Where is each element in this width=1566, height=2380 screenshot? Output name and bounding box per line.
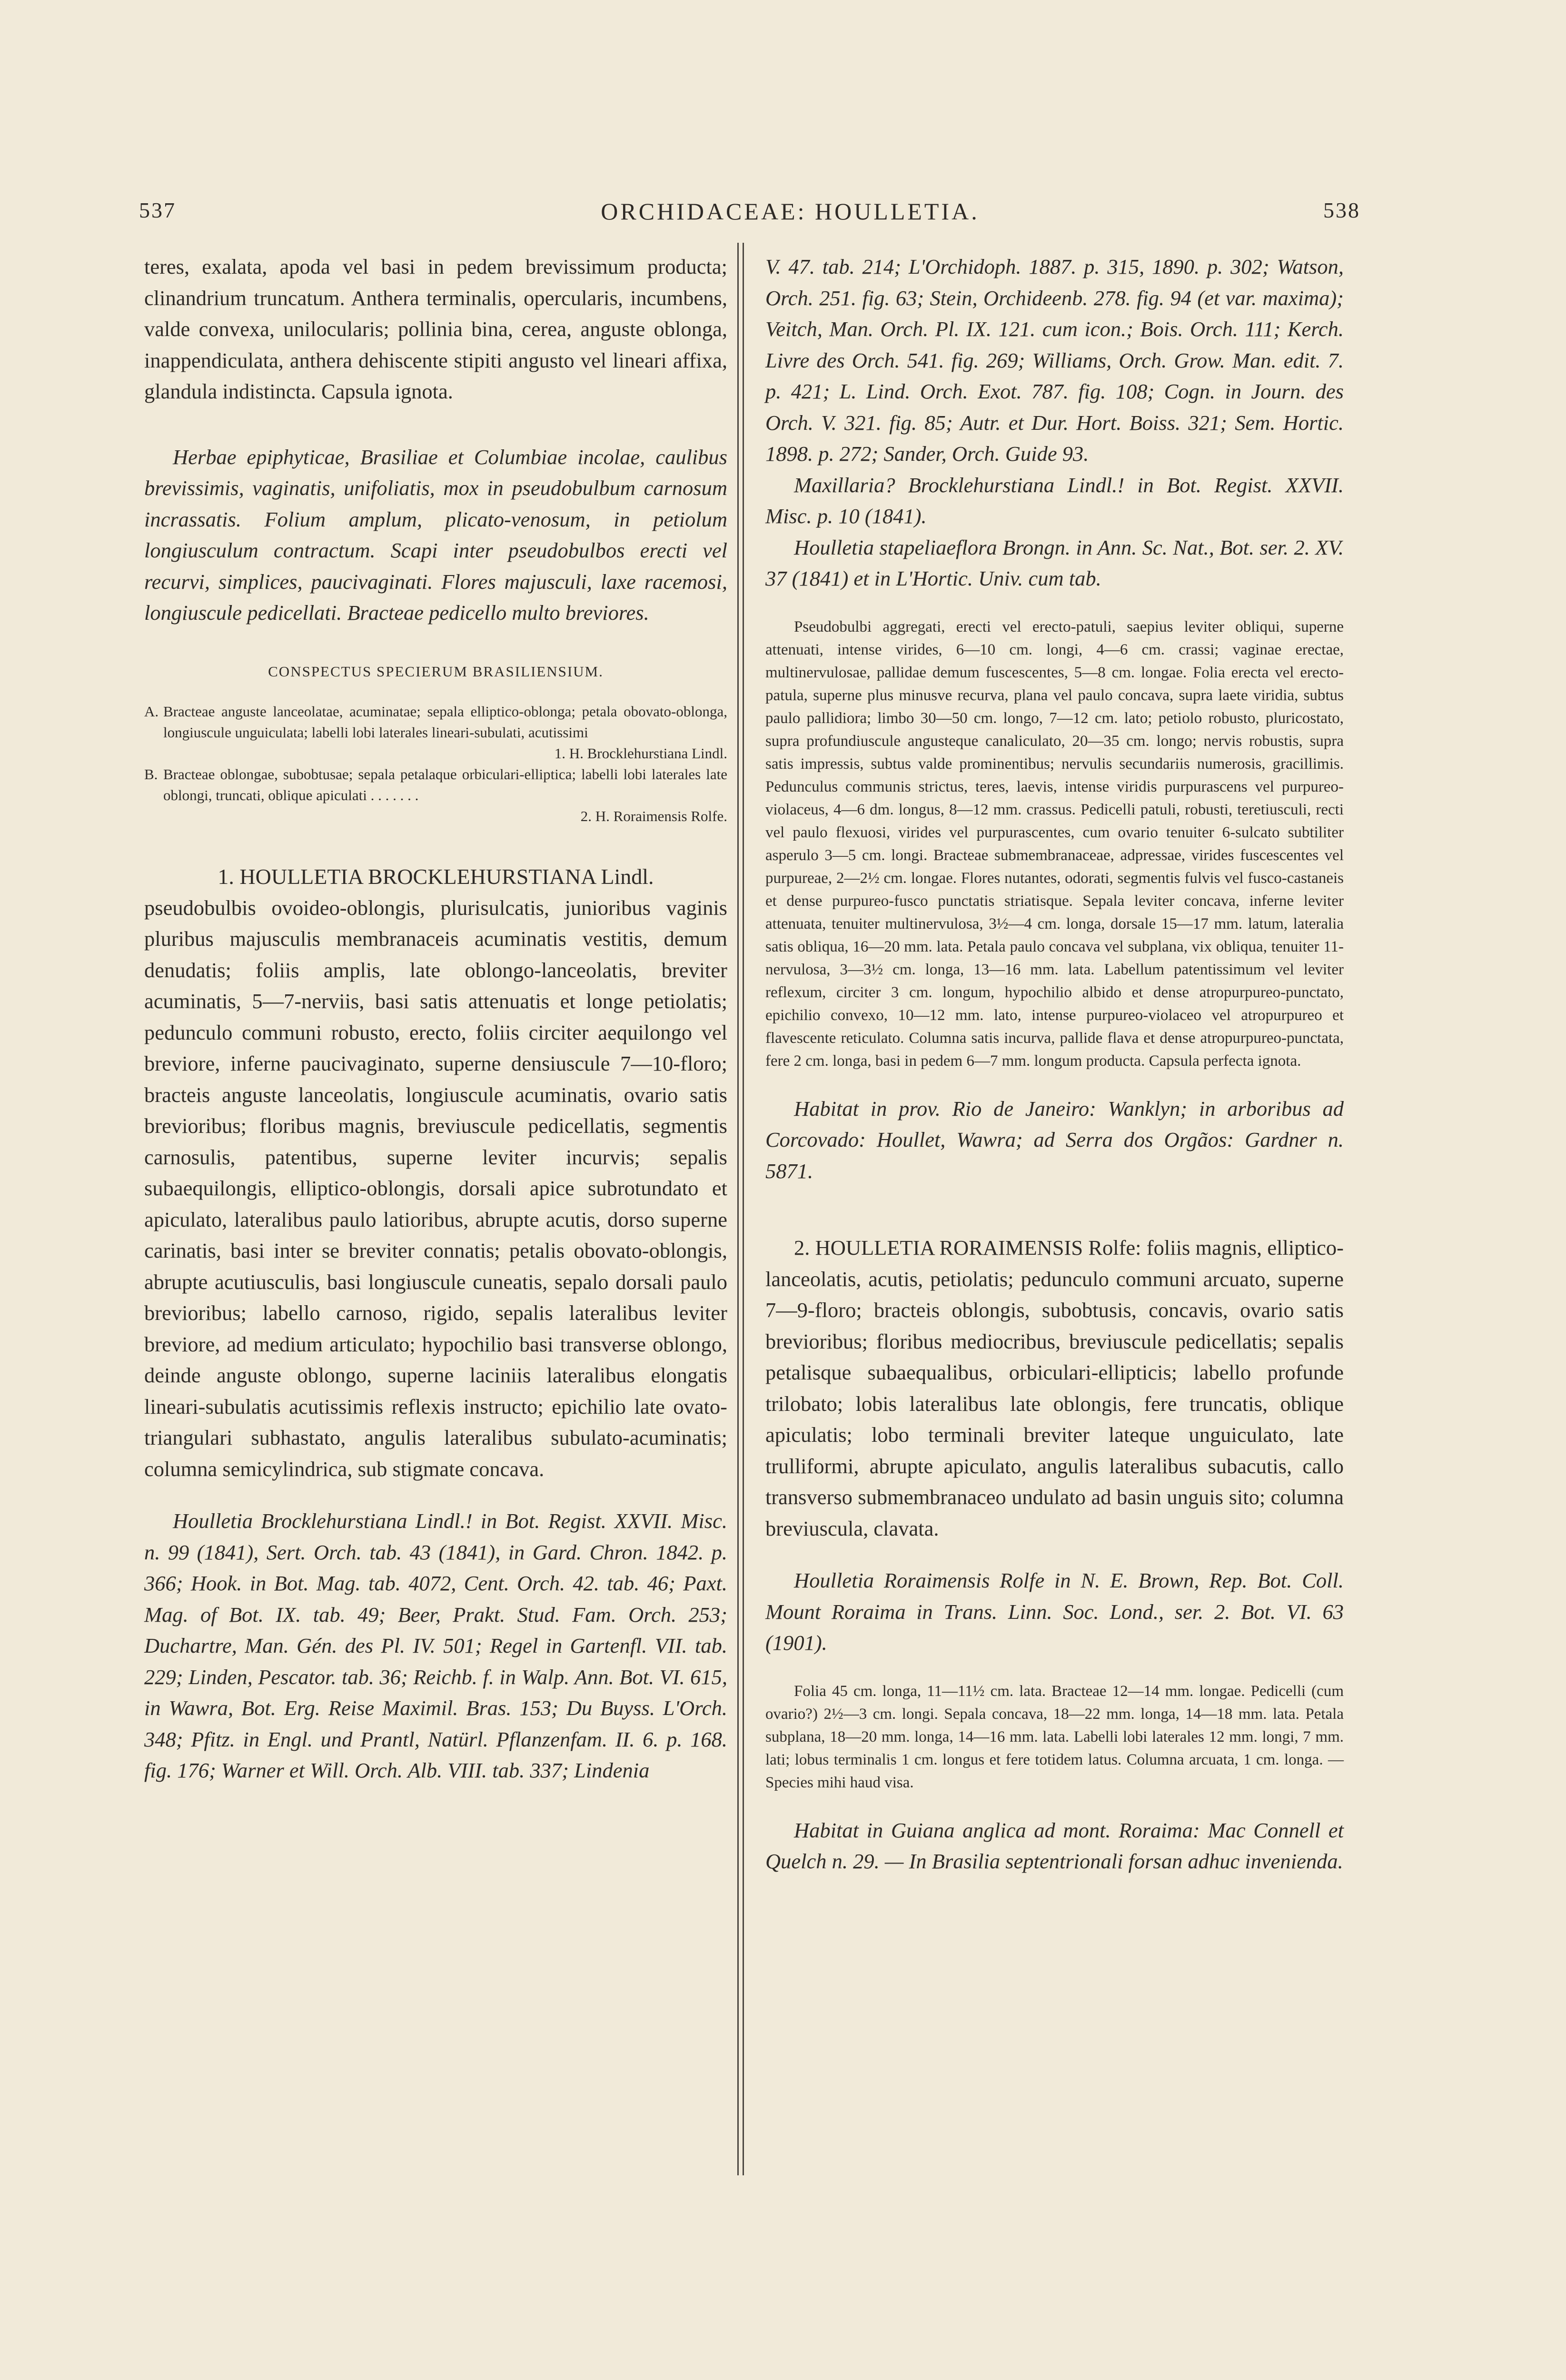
left-column [144, 251, 727, 1786]
column-divider [737, 243, 744, 2175]
species-2-entry [765, 1232, 1344, 1544]
conspectus-title: CONSPECTUS SPECIERUM BRASILIENSIUM. [268, 663, 604, 680]
species-1-references: Houlletia Brocklehurstiana Lindl.! in Bot. Regist. XXVII. Misc. n. 99 (1841), Sert. Orch. tab. 43 (1841), in Gard. Chron. 1842. p. 366; Hook. in Bot. Mag. tab. 4072, Cent. Orch. 42. tab. 46; Paxt. Mag. of Bot. IX. tab. 49; Beer, Prakt. Stud. Fam. Orch. 253; Duchartre, Man. Gén. des Pl. IV. 501; Regel in Gartenfl. VII. tab. 229; Linden, Pescator. tab. 36; Reichb. f. in Walp. Ann. Bot. VI. 615, in Wawra, Bot. Erg. Reise Maximil. Bras. 153; Du Buyss. L'Orch. 348; Pfitz. in Engl. und Prantl, Natürl. Pflanzenfam. II. 6. p. 168. fig. 176; Warner et Will. Orch. Alb. VIII. tab. 337; Lindenia [144, 1509, 727, 1782]
right-column [765, 251, 1344, 1877]
species-2-references: Houlletia Roraimensis Rolfe in N. E. Brown, Rep. Bot. Coll. Mount Roraima in Trans. Linn. Soc. Lond., ser. 2. Bot. VI. 63 (1901). [765, 1568, 1344, 1655]
running-title: ORCHIDACEAE: HOULLETIA. [601, 198, 980, 225]
key-text: Bracteae oblongae, subobtusae; sepala petalaque orbiculari-elliptica; labelli lobi laterales late oblongi, truncati, oblique apiculati . . . . . . . [163, 765, 727, 803]
genus-habit-paragraph: Herbae epiphyticae, Brasiliae et Columbiae incolae, caulibus brevissimis, vaginatis, unifoliatis, mox in pseudobulbum carnosum incrassatis. Folium amplum, plicato-venosum, in petiolum longiusculum contractum. Scapi inter pseudobulbos erecti vel recurvi, simplices, paucivaginati. Flores majusculi, laxe racemosi, longiuscule pedicellati. Bracteae pedicello multo breviores. [144, 445, 727, 625]
synonym-1: Maxillaria? Brocklehurstiana Lindl.! in Bot. Regist. XXVII. Misc. p. 10 (1841). [765, 473, 1344, 528]
species-1-description: pseudobulbis ovoideo-oblongis, plurisulcatis, junioribus vaginis pluribus majusculis membranaceis acuminatis vestitis, demum denudatis; foliis amplis, late oblongo-lanceolatis, breviter acuminatis, 5—7-nerviis, basi satis attenuatis et longe petiolatis; pedunculo communi robusto, erecto, foliis circiter aequilongo vel breviore, inferne paucivaginato, superne densiuscule 7—10-floro; bracteis anguste lanceolatis, longiuscule acuminatis, ovario satis brevioribus; floribus magnis, breviuscule pedicellatis, segmentis carnosulis, patentibus, superne leviter incurvis; sepalis subaequilongis, elliptico-oblongis, dorsali apice subrotundato et apiculato, lateralibus paulo latioribus, abrupte acutis, dorso superne carinatis, basi inter se breviter connatis; petalis obovato-oblongis, abrupte acutiusculis, basi longiuscule cuneatis, sepalo dorsali paulo brevioribus; labello carnoso, rigido, sepalis lateralibus leviter breviore, ad medium articulato; hypochilio basi transverse oblongo, deinde anguste oblongo, superne laciniis lateralibus elongatis lineari-subulatis acutissimis reflexis instructo; epichilio late ovato-triangulari subhastato, angulis lateralibus subulato-acuminatis; columna semicylindrica, sub stigmate concava. [144, 895, 727, 1481]
species-1-habitat: Habitat in prov. Rio de Janeiro: Wanklyn; in arboribus ad Corcovado: Houllet, Wawra; ad Serra dos Orgãos: Gardner n. 5871. [765, 1096, 1344, 1183]
page-header [0, 198, 1566, 240]
key-entry-a [144, 701, 727, 764]
synonym-2: Houlletia stapeliaeflora Brongn. in Ann. Sc. Nat., Bot. ser. 2. XV. 37 (1841) et in L'Hortic. Univ. cum tab. [765, 535, 1344, 590]
species-1-title: 1. HOULLETIA BROCKLEHURSTIANA Lindl. [218, 864, 654, 889]
page-number-right: 538 [1323, 198, 1360, 222]
key-text: Bracteae anguste lanceolatae, acuminatae; sepala elliptico-oblonga; petala obovato-oblonga, longiuscule unguiculata; labelli lobi laterales lineari-subulati, acutissimi [163, 703, 727, 741]
species-1-detailed-description: Pseudobulbi aggregati, erecti vel erecto-patuli, saepius leviter obliqui, superne attenuati, intense virides, 6—10 cm. longi, 4—6 cm. crassi; vaginae erectae, multinervulosae, pallidae demum fuscescentes, 5—8 cm. longae. Folia erecta vel erecto-patula, superne plus minusve recurva, plana vel paulo concava, supra laete viridia, subtus paulo pallidiora; limbo 30—50 cm. longo, 7—12 cm. lato; petiolo robusto, pluricostato, supra profundiuscule angusteque canaliculato, 20—35 cm. longo; nervis robustis, supra satis impressis, subtus valde prominentibus; nervulis secundariis numerosis, gracillimis. Pedunculus communis strictus, teres, laevis, intense viridis purpurascens vel purpureo-violaceus, 4—6 dm. longus, 8—12 mm. crassus. Pedicelli patuli, robusti, teretiusculi, recti vel paulo flexuosi, virides vel purpurascentes, cum ovario tenuiter 6-sulcato subtiliter asperulo 3—5 cm. longi. Bracteae submembranaceae, adpressae, virides fuscescentes vel purpureae, 2—2½ cm. longae. Flores nutantes, odorati, segmentis fulvis vel fusco-castaneis et dense purpureo-fusco punctatis striatisque. Sepala leviter concava, inferne leviter attenuata, tenuiter multinervulosa, 3½—4 cm. longa, dorsale 15—17 mm. latum, lateralia satis obliqua, 16—20 mm. lata. Petala paulo concava vel subplana, vix obliqua, tenuiter 11-nervulosa, 3—3½ cm. longa, 13—16 mm. lata. Labellum patentissimum vel leviter reflexum, circiter 3 cm. longum, hypochilio albido et dense atropurpureo-punctato, epichilio convexo, 10—12 mm. lato, intense purpureo-violaceo vel atropurpureo et flavescente reticulato. Columna satis incurva, pallide flava et dense atropurpureo-punctata, fere 2 cm. longa, basi in pedem 6—7 mm. longum producta. Capsula perfecta ignota. [765, 618, 1344, 1070]
species-2-title: 2. HOULLETIA RORAIMENSIS Rolfe: [794, 1236, 1141, 1259]
key-result: 1. H. Brocklehurstiana Lindl. [554, 744, 727, 762]
species-1-references-continued: V. 47. tab. 214; L'Orchidoph. 1887. p. 315, 1890. p. 302; Watson, Orch. 251. fig. 63; Stein, Orchideenb. 278. fig. 94 (et var. maxima); Veitch, Man. Orch. Pl. IX. 121. cum icon.; Bois. Orch. 111; Kerch. Livre des Orch. 541. fig. 269; Williams, Orch. Grow. Man. edit. 7. p. 421; L. Lind. Orch. Exot. 787. fig. 108; Cogn. in Journ. des Orch. V. 321. fig. 85; Autr. et Dur. Hort. Boiss. 321; Sem. Hortic. 1898. p. 272; Sander, Orch. Guide 93. [765, 255, 1344, 466]
key-letter: B. [144, 765, 158, 783]
page-number-left: 537 [139, 198, 176, 222]
species-2-description: foliis magnis, elliptico-lanceolatis, acutis, petiolatis; pedunculo communi arcuato, superne 7—9-floro; bracteis oblongis, subobtusis, concavis, ovario satis brevioribus; floribus mediocribus, breviuscule pedicellatis; sepalis petalisque subaequalibus, orbiculari-ellipticis; labello profunde trilobato; lobis lateralibus late oblongis, fere truncatis, oblique apiculatis; lobo terminali breviter lateque unguiculato, late trulliformi, abrupte apiculato, angulis lateralibus subacutis, callo transverso submembranaceo undulato ad basin unguis sito; columna breviuscula, clavata. [765, 1236, 1344, 1540]
species-2-detailed-description: Folia 45 cm. longa, 11—11½ cm. lata. Bracteae 12—14 mm. longae. Pedicelli (cum ovario?) 2½—3 cm. longi. Sepala concava, 18—22 mm. longa, 14—18 mm. lata. Petala subplana, 18—20 mm. longa, 14—16 mm. lata. Labelli lobi laterales 12 mm. longi, 7 mm. lati; lobus terminalis 1 cm. longus et fere totidem latus. Columna arcuata, 1 cm. longa. — Species mihi haud visa. [765, 1682, 1344, 1791]
key-result: 2. H. Roraimensis Rolfe. [580, 807, 727, 824]
species-2-habitat: Habitat in Guiana anglica ad mont. Roraima: Mac Connell et Quelch n. 29. — In Brasilia septentrionali forsan adhuc invenienda. [765, 1818, 1344, 1873]
key-entry-b [144, 764, 727, 827]
key-letter: A. [144, 703, 159, 720]
genus-description-end: teres, exalata, apoda vel basi in pedem brevissimum producta; clinandrium truncatum. Anthera terminalis, opercularis, incumbens, valde convexa, unilocularis; pollinia bina, cerea, anguste oblonga, inappendiculata, anthera dehiscente stipiti angusto vel lineari affixa, glandula indistincta. Capsula ignota. [144, 255, 727, 403]
